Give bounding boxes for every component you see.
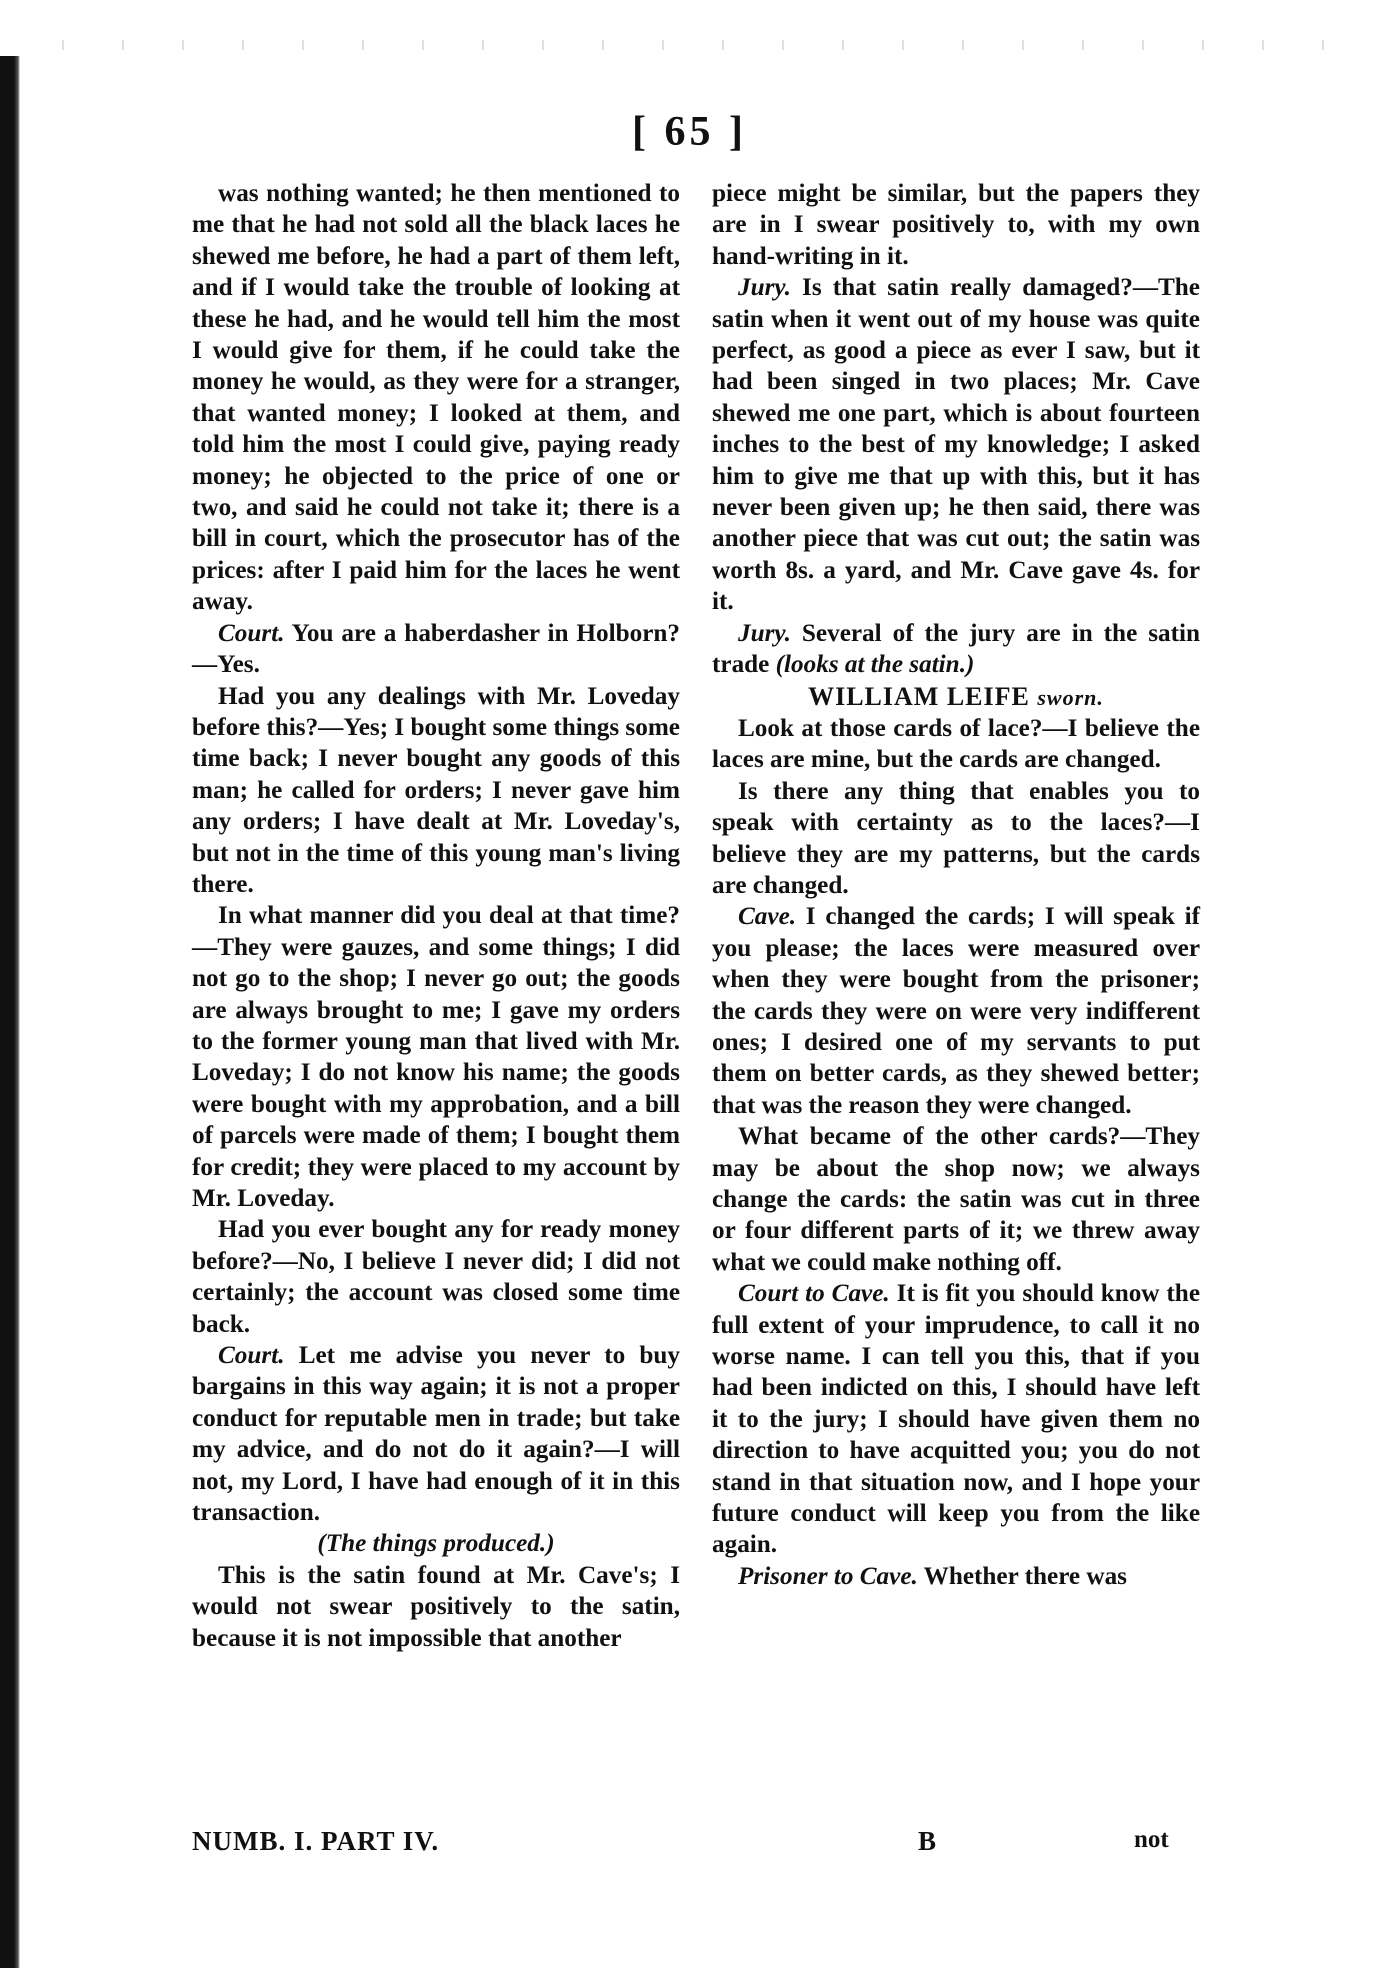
signature-mark: B xyxy=(918,1826,937,1856)
page-number: [ 65 ] xyxy=(632,109,747,155)
left-paragraphs-after xyxy=(192,1560,680,1654)
paragraph-text: Is that satin really damaged?—The satin when it went out of my house was quite perfect, as good a piece as ever I saw, but it had been singed in two places; Mr. Cave shewed me one part, which is about fourteen inches to the best of my knowledge; I asked him to give me that up with this, but it has never been given up; he then said, there was another piece that was cut out; the satin was worth 8s. a yard, and Mr. Cave gave 4s. for it. xyxy=(712,274,1200,616)
paragraph-text: Had you ever bought any for ready money before?—No, I believe I never did; I did not certainly; the account was closed some time back. xyxy=(192,1216,680,1338)
scan-noise xyxy=(40,40,1339,50)
speaker-label: Cave. xyxy=(738,903,797,931)
paragraph xyxy=(192,681,680,901)
speaker-label: Jury. xyxy=(738,274,791,302)
stage-direction: (The things produced.) xyxy=(317,1530,555,1558)
speaker-label: Court. xyxy=(218,619,285,647)
paragraph xyxy=(192,1560,680,1654)
paragraph-text: Is there any thing that enables you to speak with certainty as to the laces?—I believe they are my patterns, but the cards are changed. xyxy=(712,777,1200,899)
speaker-label: Prisoner to Cave. xyxy=(738,1562,918,1590)
paragraph-text: What became of the other cards?—They may be about the shop now; we always change the cards: the satin was cut in three or four different parts of it; we threw away what we could make nothing off. xyxy=(712,1123,1200,1276)
right-paragraphs xyxy=(712,178,1200,681)
paragraph-text: piece might be similar, but the papers they are in I swear positively to, with my own hand-writing in it. xyxy=(712,180,1200,270)
paragraph-text: Look at those cards of lace?—I believe the laces are mine, but the cards are changed. xyxy=(712,714,1200,774)
witness-heading xyxy=(712,681,1200,713)
paragraph xyxy=(712,272,1200,617)
paragraph xyxy=(712,618,1200,681)
catchword: not xyxy=(1134,1826,1169,1853)
witness-sworn: sworn. xyxy=(1037,684,1104,710)
paragraph xyxy=(192,618,680,681)
speaker-label: Jury. xyxy=(738,619,791,647)
paragraph xyxy=(192,1340,680,1528)
witness-name: WILLIAM LEIFE xyxy=(808,681,1030,711)
right-paragraphs-after xyxy=(712,713,1200,1592)
paragraph xyxy=(712,776,1200,902)
paragraph xyxy=(712,1121,1200,1278)
page-spine-shadow xyxy=(0,56,20,1968)
paragraph xyxy=(192,178,680,618)
paragraph-text: It is fit you should know the full extent of your imprudence, to call it no worse name. I can tell you this, that if you had been indicted on this, I should have left it to the jury; I should have given them no direction to have acquitted you; you do not stand in that situation now, and I hope your future conduct will keep you from the like again. xyxy=(712,1280,1200,1559)
italic-note: (looks at the satin.) xyxy=(775,651,975,679)
paragraph-text: This is the satin found at Mr. Cave's; I would not swear positively to the satin, because it is not impossible that another xyxy=(192,1561,680,1652)
paragraph-text: You are a haberdasher in Holborn?—Yes. xyxy=(192,619,680,679)
left-column xyxy=(192,178,680,1654)
paragraph xyxy=(712,178,1200,272)
paragraph-text: was nothing wanted; he then mentioned to me that he had not sold all the black laces he shewed me before, he had a part of them left, and if I would take the trouble of looking at these he had, and he would tell him the most I would give for them, if he could take the money he would, as they were for a stranger, that wanted money; I looked at them, and told him the most I could give, paying ready money; he objected to the price of one or two, and said he could not take it; there is a bill in court, which the prosecutor has of the prices: after I paid him for the laces he went away. xyxy=(192,180,680,616)
left-paragraphs xyxy=(192,178,680,1528)
speaker-label: Court to Cave. xyxy=(738,1280,890,1308)
paragraph xyxy=(712,1278,1200,1561)
paragraph-text: In what manner did you deal at that time?—They were gauzes, and some things; I did not go to the shop; I never go out; the goods are always brought to me; I gave my orders to the former young man that lived with Mr. Loveday; I do not know his name; the goods were bought with my approbation, and a bill of parcels were made of them; I bought them for credit; they were placed to my account by Mr. Loveday. xyxy=(192,902,680,1212)
signature-line: NUMB. I. PART IV. xyxy=(192,1826,440,1856)
speaker-label: Court. xyxy=(218,1342,285,1370)
paragraph-text: Let me advise you never to buy bargains in this way again; it is not a proper conduct for reputable men in trade; but take my advice, and do not do it again?—I will not, my Lord, I have had enough of it in this transaction. xyxy=(192,1342,680,1527)
paragraph xyxy=(712,1561,1200,1592)
paragraph-text: Whether there was xyxy=(917,1562,1127,1590)
paragraph xyxy=(712,713,1200,776)
paragraph xyxy=(712,901,1200,1121)
paragraph-text: Several of the jury are in the satin trade xyxy=(712,619,1200,679)
paragraph xyxy=(192,900,680,1214)
paragraph xyxy=(192,1214,680,1340)
paragraph-text: I changed the cards; I will speak if you please; the laces were measured over when they were bought from the prisoner; the cards they were on were very indifferent ones; I desired one of my servants to put them on better cards, as they shewed better; that was the reason they were changed. xyxy=(712,903,1200,1119)
paragraph-text: Had you any dealings with Mr. Loveday before this?—Yes; I bought some things some time back; I never bought any goods of this man; he called for orders; I never gave him any orders; I have dealt at Mr. Loveday's, but not in the time of this young man's living there. xyxy=(192,682,680,898)
right-column xyxy=(712,178,1200,1592)
